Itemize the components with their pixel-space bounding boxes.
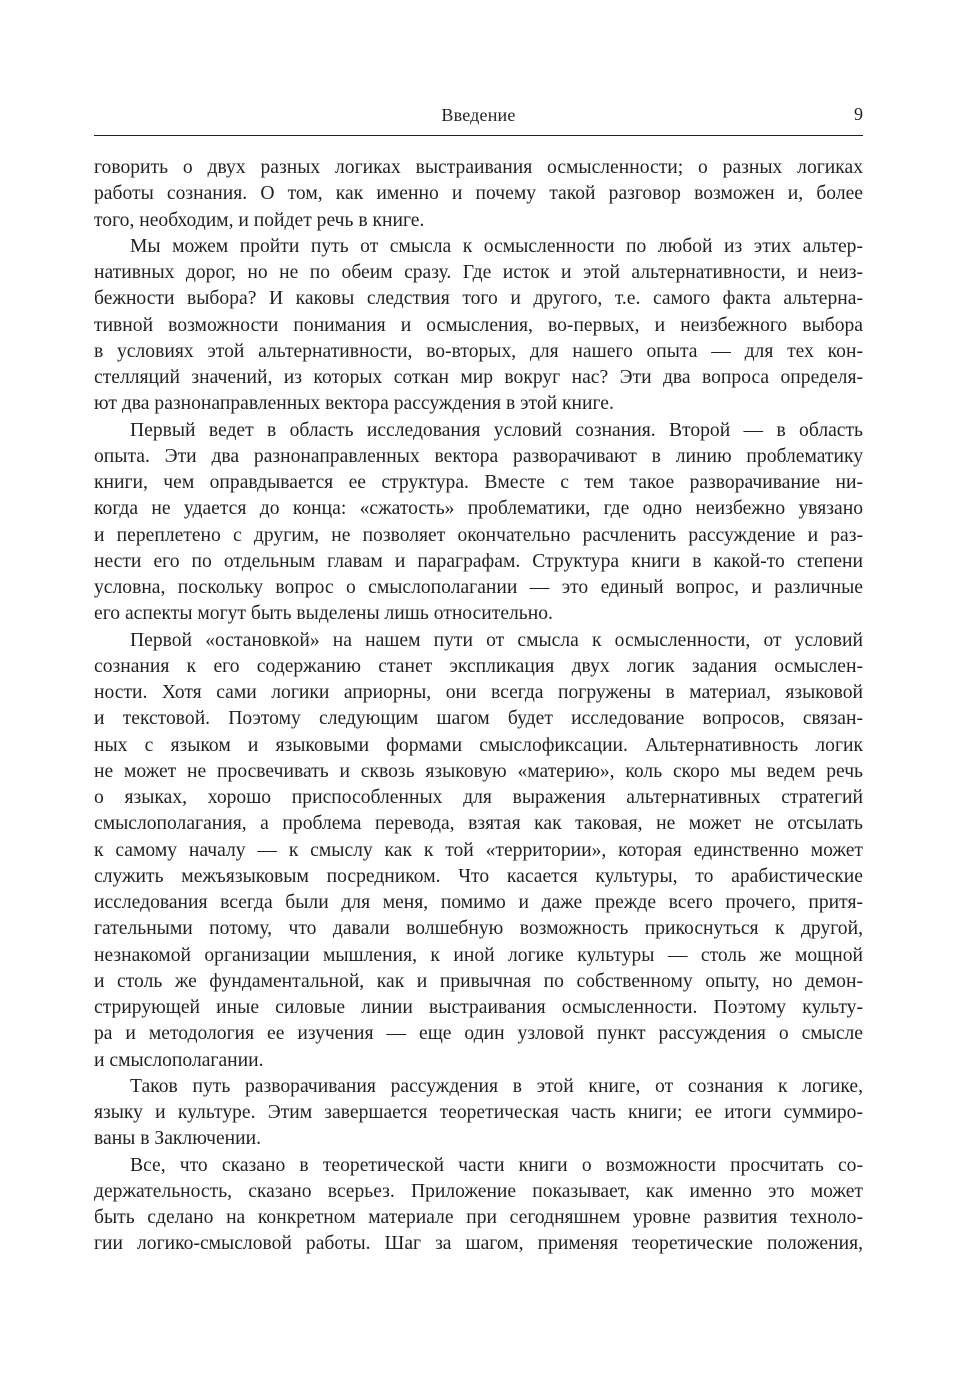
text-line: нести его по отдельным главам и параграфам. Структура книги в какой-то степени	[94, 550, 863, 572]
running-header	[94, 103, 863, 136]
text-line: ра и методология ее изучения — еще один узловой пункт рассуждения о смысле	[94, 1023, 863, 1045]
paragraph	[94, 155, 863, 234]
text-line: Первый ведет в область исследования условий сознания. Второй — в область	[130, 419, 863, 441]
paragraph	[94, 628, 863, 1074]
paragraph	[94, 418, 863, 628]
text-line: того, необходим, и пойдет речь в книге.	[94, 209, 425, 231]
text-line: не может не просвечивать и сквозь языковую «материю», коль скоро мы ведем речь	[94, 760, 863, 782]
paragraph	[94, 234, 863, 418]
text-line: стрирующей иные силовые линии выстраивания осмысленности. Поэтому культу-	[94, 997, 863, 1018]
text-line: его аспекты могут быть выделены лишь относительно.	[94, 603, 553, 625]
text-line: опыта. Эти два разнонаправленных вектора разворачивают в линию проблематику	[94, 445, 863, 467]
text-line: в условиях этой альтернативности, во-вторых, для нашего опыта — для тех кон-	[94, 340, 863, 362]
text-line: служить межъязыковым посредником. Что касается культуры, то арабистические	[94, 865, 863, 887]
text-line: и столь же фундаментальной, как и привычная по собственному опыту, но демон-	[94, 970, 863, 992]
text-line: смыслополагания, а проблема перевода, взятая как таковая, не может не отсылать	[94, 813, 863, 835]
text-line: сознания к его содержанию станет экспликация двух логик задания осмыслен-	[94, 655, 863, 677]
text-line: гательными потому, что давали волшебную возможность прикоснуться к другой,	[94, 918, 863, 940]
text-line: говорить о двух разных логиках выстраивания осмысленности; о разных логиках	[94, 157, 863, 178]
text-line: работы сознания. О том, как именно и почему такой разговор возможен и, более	[94, 183, 863, 205]
text-line: и переплетено с другим, не позволяет окончательно расчленить рассуждение и раз-	[94, 524, 863, 546]
text-line: и текстовой. Поэтому следующим шагом будет исследование вопросов, связан-	[94, 708, 863, 730]
running-header-title: Введение	[441, 105, 516, 125]
text-line: о языках, хорошо приспособленных для выражения альтернативных стратегий	[94, 787, 863, 808]
text-line: ности. Хотя сами логики априорны, они всегда погружены в материал, языковой	[94, 682, 863, 703]
body-text	[94, 155, 863, 1258]
text-line: стелляций значений, из которых соткан мир вокруг нас? Эти два вопроса определя-	[94, 367, 863, 388]
text-line: когда не удается до конца: «сжатость» проблематики, где одно неизбежно увязано	[94, 498, 863, 520]
text-line: к самому началу — к смыслу как к той «территории», которая единственно может	[94, 839, 863, 861]
text-line: ных с языком и языковыми формами смыслофиксации. Альтернативность логик	[94, 734, 863, 756]
text-line: Мы можем пройти путь от смысла к осмысленности по любой из этих альтер-	[130, 235, 863, 257]
text-line: условна, поскольку вопрос о смыслополагании — это единый вопрос, и различные	[94, 577, 863, 598]
text-line: ваны в Заключении.	[94, 1128, 261, 1150]
text-line: бежности выбора? И каковы следствия того и другого, т.е. самого факта альтерна-	[94, 288, 863, 310]
page-number: 9	[854, 104, 863, 124]
paragraph	[94, 1074, 863, 1153]
text-line: и смыслополагании.	[94, 1049, 264, 1071]
text-line: гии логико-смысловой работы. Шаг за шагом, применяя теоретические положения,	[94, 1233, 863, 1255]
text-line: книги, чем оправдывается ее структура. Вместе с тем такое разворачивание ни-	[94, 472, 863, 493]
text-line: исследования всегда были для меня, помимо и даже прежде всего прочего, притя-	[94, 892, 863, 913]
text-line: языку и культуре. Этим завершается теоретическая часть книги; ее итоги суммиро-	[94, 1102, 863, 1123]
text-line: незнакомой организации мышления, к иной логике культуры — столь же мощной	[94, 944, 863, 966]
text-line: быть сделано на конкретном материале при сегодняшнем уровне развития техноло-	[94, 1207, 863, 1228]
text-line: тивной возможности понимания и осмысления, во-первых, и неизбежного выбора	[94, 314, 863, 336]
text-line: Все, что сказано в теоретической части книги о возможности просчитать со-	[130, 1154, 863, 1176]
text-line: нативных дорог, но не по обеим сразу. Где исток и этой альтернативности, и неиз-	[94, 262, 863, 283]
paragraph	[94, 1153, 863, 1258]
text-line: Первой «остановкой» на нашем пути от смысла к осмысленности, от условий	[130, 629, 863, 651]
text-line: Таков путь разворачивания рассуждения в этой книге, от сознания к логике,	[130, 1075, 863, 1097]
text-line: держательность, сказано всерьез. Приложение показывает, как именно это может	[94, 1180, 863, 1202]
text-line: ют два разнонаправленных вектора рассуждения в этой книге.	[94, 393, 614, 415]
